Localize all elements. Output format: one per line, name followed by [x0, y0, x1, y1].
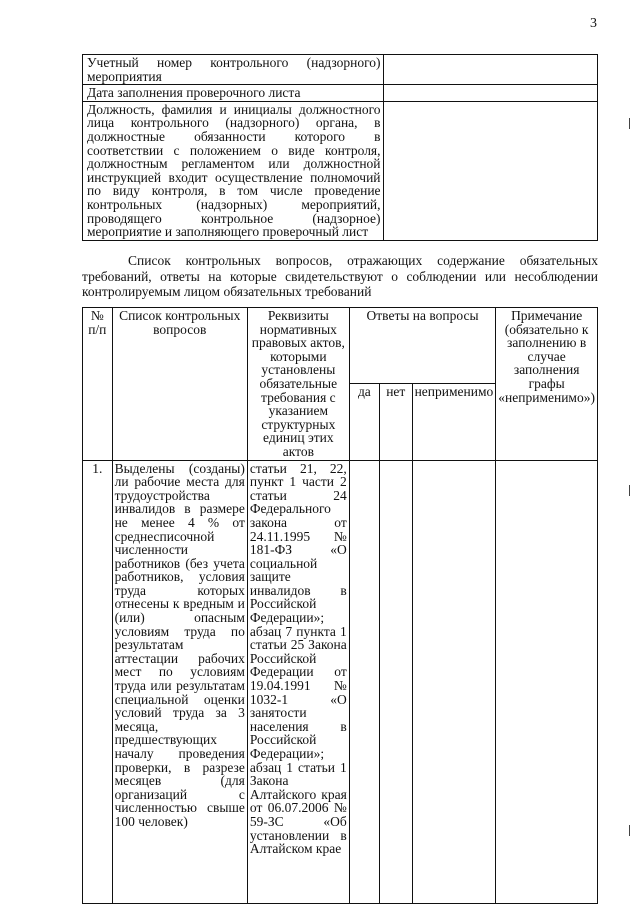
row-answer-yes	[349, 460, 379, 903]
control-questions-table	[82, 307, 598, 904]
header-answers: Ответы на вопросы	[349, 308, 496, 384]
header-num: № п/п	[83, 308, 113, 461]
scan-edge-mark	[629, 118, 633, 129]
row-question: Выделены (созданы) ли рабочие места для трудоустройства инвалидов в размере не менее 4 % от среднесписочной численности работников (без учета работников, условия труда которых отнесены к вредным и (или) опасным условиям труда по результатам аттестации рабочих мест по условиям труда или результатам специальной оценки условий труда за 3 месяца, предшествующих началу проведения проверки, в разрезе месяцев (для организаций с численностью свыше 100 человек)	[112, 460, 247, 903]
checklist-info-table	[82, 54, 598, 241]
row-requisites: статьи 21, 22, пункт 1 части 2 статьи 24 Федерального закона от 24.11.1995 № 181-ФЗ «О социальной защите инвалидов в Российской Федерации»; абзац 7 пункта 1 статьи 25 Закона Российской Федерации от 19.04.1991 № 1032-1 «О занятости населения в Российской Федерации»; абзац 1 статьи 1 Закона Алтайского края от 06.07.2006 № 59-ЗС «Об установлении в Алтайском крае	[247, 460, 349, 903]
header-no: нет	[379, 384, 412, 460]
row-answer-no	[379, 460, 412, 903]
info-label: Дата заполнения проверочного листа	[83, 85, 384, 102]
header-requisites: Реквизиты нормативных правовых актов, которыми установлены обязательные требования с указанием структурных единиц этих актов	[247, 308, 349, 461]
info-row	[83, 55, 598, 85]
page-number: 3	[590, 16, 597, 31]
info-value	[383, 55, 597, 85]
scan-edge-mark	[629, 825, 633, 836]
row-note	[496, 460, 598, 903]
info-row	[83, 101, 598, 240]
header-yes: да	[349, 384, 379, 460]
info-row	[83, 85, 598, 102]
row-num: 1.	[83, 460, 113, 903]
header-note: Примечание (обязательно к заполнению в случае заполнения графы «неприменимо»)	[496, 308, 598, 461]
header-not-applicable: неприменимо	[412, 384, 496, 460]
info-label: Учетный номер контрольного (надзорного) мероприятия	[83, 55, 384, 85]
table-header-row	[83, 308, 598, 384]
questions-intro-text: Список контрольных вопросов, отражающих содержание обязательных требований, ответы на которые свидетельствуют о соблюдении или несоблюдении контролируемым лицом обязательных требований	[82, 253, 598, 299]
info-label: Должность, фамилия и инициалы должностного лица контрольного (надзорного) органа, в должностные обязанности которого в соответствии с положением о виде контроля, должностным регламентом или должностной инструкцией входит осуществление полномочий по виду контроля, в том числе проведение контрольных (надзорных) мероприятий, проводящего контрольное (надзорное) мероприятие и заполняющего проверочный лист	[83, 101, 384, 240]
info-value	[383, 85, 597, 102]
row-answer-not-applicable	[412, 460, 496, 903]
info-value	[383, 101, 597, 240]
header-questions: Список контрольных вопросов	[112, 308, 247, 461]
table-row	[83, 460, 598, 903]
scan-edge-mark	[629, 485, 633, 496]
